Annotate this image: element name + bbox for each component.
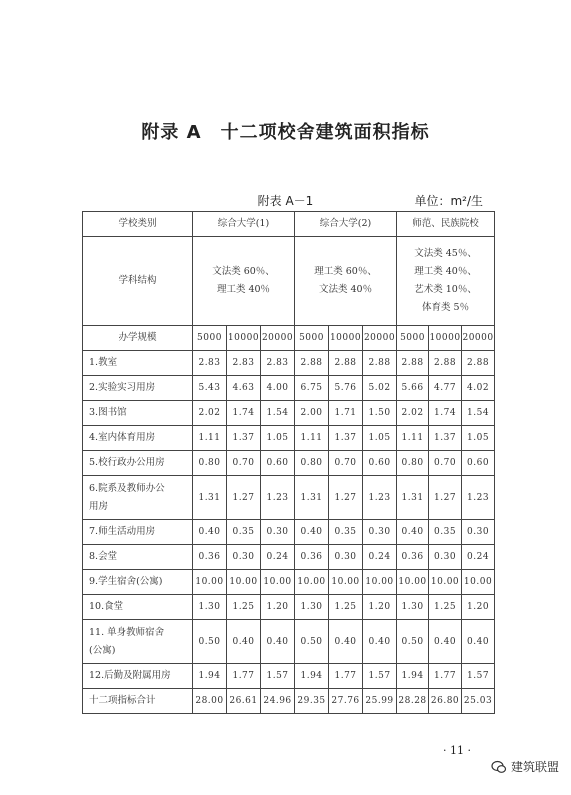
row-label-line: 10.食堂 — [89, 601, 124, 612]
value-cell: 0.70 — [227, 451, 261, 476]
header-school-type: 学校类别 — [83, 212, 193, 237]
value-cell: 0.40 — [295, 520, 329, 545]
scale-cell: 5000 — [295, 326, 329, 351]
value-cell: 1.31 — [295, 476, 329, 520]
value-cell: 28.00 — [193, 689, 227, 714]
row-label — [83, 401, 193, 426]
value-cell: 0.40 — [193, 520, 227, 545]
row-label-line: 3.图书馆 — [89, 407, 127, 418]
value-cell: 26.80 — [429, 689, 462, 714]
value-cell: 10.00 — [397, 570, 429, 595]
value-cell: 0.24 — [261, 545, 295, 570]
value-cell: 0.30 — [363, 520, 397, 545]
discipline-group-2 — [295, 237, 397, 326]
discipline-line: 理工类 60％、 — [314, 266, 377, 277]
value-cell: 2.88 — [329, 351, 363, 376]
value-cell: 1.71 — [329, 401, 363, 426]
unit-label: 单位：m²/生 — [414, 194, 483, 208]
value-cell: 0.80 — [295, 451, 329, 476]
value-cell: 1.11 — [295, 426, 329, 451]
row-label-line: 十二项指标合计 — [89, 695, 156, 706]
value-cell: 29.35 — [295, 689, 329, 714]
value-cell: 1.27 — [227, 476, 261, 520]
table-row — [83, 451, 495, 476]
value-cell: 1.94 — [295, 664, 329, 689]
value-cell: 1.27 — [429, 476, 462, 520]
discipline-group-3 — [397, 237, 495, 326]
value-cell: 1.11 — [193, 426, 227, 451]
value-cell: 1.74 — [227, 401, 261, 426]
value-cell: 1.37 — [329, 426, 363, 451]
row-label — [83, 351, 193, 376]
value-cell: 5.02 — [363, 376, 397, 401]
value-cell: 10.00 — [462, 570, 495, 595]
value-cell: 2.02 — [193, 401, 227, 426]
wechat-icon — [491, 759, 507, 775]
header-group-3: 师范、民族院校 — [397, 212, 495, 237]
value-cell: 2.88 — [462, 351, 495, 376]
row-label — [83, 476, 193, 520]
value-cell: 10.00 — [227, 570, 261, 595]
value-cell: 1.77 — [329, 664, 363, 689]
value-cell: 0.36 — [193, 545, 227, 570]
value-cell: 1.50 — [363, 401, 397, 426]
value-cell: 4.77 — [429, 376, 462, 401]
value-cell: 0.50 — [397, 620, 429, 664]
value-cell: 1.57 — [261, 664, 295, 689]
scale-cell: 5000 — [193, 326, 227, 351]
row-label-line: 7.师生活动用房 — [89, 526, 156, 537]
value-cell: 1.30 — [295, 595, 329, 620]
value-cell: 0.40 — [227, 620, 261, 664]
row-label-line: 9.学生宿舍(公寓) — [89, 576, 163, 587]
value-cell: 1.31 — [193, 476, 227, 520]
scale-cell: 5000 — [397, 326, 429, 351]
value-cell: 2.02 — [397, 401, 429, 426]
value-cell: 0.70 — [329, 451, 363, 476]
value-cell: 0.60 — [261, 451, 295, 476]
value-cell: 25.99 — [363, 689, 397, 714]
value-cell: 1.23 — [363, 476, 397, 520]
value-cell: 0.40 — [462, 620, 495, 664]
value-cell: 1.57 — [462, 664, 495, 689]
value-cell: 0.35 — [429, 520, 462, 545]
row-label — [83, 426, 193, 451]
value-cell: 1.05 — [462, 426, 495, 451]
value-cell: 2.88 — [295, 351, 329, 376]
table-row — [83, 520, 495, 545]
value-cell: 1.54 — [462, 401, 495, 426]
value-cell: 1.94 — [397, 664, 429, 689]
row-label-line: (公寓) — [89, 644, 116, 656]
table-row — [83, 376, 495, 401]
value-cell: 0.40 — [363, 620, 397, 664]
area-index-table — [82, 211, 495, 714]
value-cell: 0.30 — [227, 545, 261, 570]
scale-cell: 10000 — [227, 326, 261, 351]
value-cell: 2.88 — [397, 351, 429, 376]
value-cell: 1.31 — [397, 476, 429, 520]
value-cell: 0.36 — [295, 545, 329, 570]
value-cell: 0.40 — [261, 620, 295, 664]
value-cell: 1.37 — [227, 426, 261, 451]
value-cell: 26.61 — [227, 689, 261, 714]
value-cell: 1.20 — [261, 595, 295, 620]
row-label — [83, 545, 193, 570]
table-row — [83, 620, 495, 664]
value-cell: 2.83 — [227, 351, 261, 376]
value-cell: 1.23 — [261, 476, 295, 520]
watermark-text: 建筑联盟 — [510, 760, 559, 774]
row-label — [83, 451, 193, 476]
value-cell: 6.75 — [295, 376, 329, 401]
value-cell: 0.40 — [329, 620, 363, 664]
scale-cell: 10000 — [329, 326, 363, 351]
value-cell: 2.00 — [295, 401, 329, 426]
value-cell: 1.05 — [363, 426, 397, 451]
value-cell: 0.80 — [397, 451, 429, 476]
header-discipline-label: 学科结构 — [83, 237, 193, 326]
value-cell: 25.03 — [462, 689, 495, 714]
value-cell: 10.00 — [363, 570, 397, 595]
header-group-2: 综合大学(2) — [295, 212, 397, 237]
value-cell: 2.88 — [363, 351, 397, 376]
value-cell: 28.28 — [397, 689, 429, 714]
table-row — [83, 664, 495, 689]
row-label-line: 1.教室 — [89, 357, 118, 368]
value-cell: 1.30 — [193, 595, 227, 620]
value-cell: 4.00 — [261, 376, 295, 401]
value-cell: 5.76 — [329, 376, 363, 401]
value-cell: 1.57 — [363, 664, 397, 689]
value-cell: 0.70 — [429, 451, 462, 476]
value-cell: 1.25 — [429, 595, 462, 620]
discipline-line: 文法类 60％、 — [212, 266, 275, 277]
row-label — [83, 689, 193, 714]
page-title: 附录 A 十二项校舍建筑面积指标 — [141, 122, 430, 143]
value-cell: 10.00 — [261, 570, 295, 595]
table-row — [83, 689, 495, 714]
header-group-1: 综合大学(1) — [193, 212, 295, 237]
value-cell: 0.40 — [429, 620, 462, 664]
table-row — [83, 476, 495, 520]
value-cell: 1.20 — [462, 595, 495, 620]
value-cell: 1.94 — [193, 664, 227, 689]
discipline-line: 理工类 40％ — [216, 284, 271, 295]
row-label-line: 12.后勤及附属用房 — [89, 670, 171, 681]
value-cell: 1.05 — [261, 426, 295, 451]
table-row — [83, 426, 495, 451]
value-cell: 1.54 — [261, 401, 295, 426]
value-cell: 1.77 — [227, 664, 261, 689]
value-cell: 0.35 — [227, 520, 261, 545]
value-cell: 5.66 — [397, 376, 429, 401]
discipline-line: 体育类 5％ — [422, 302, 470, 313]
value-cell: 0.50 — [295, 620, 329, 664]
row-label-line: 4.室内体育用房 — [89, 432, 156, 443]
row-label-line: 11. 单身教师宿舍 — [89, 626, 165, 638]
value-cell: 4.63 — [227, 376, 261, 401]
value-cell: 2.83 — [193, 351, 227, 376]
value-cell: 1.25 — [329, 595, 363, 620]
row-label-line: 6.院系及教师办公 — [89, 482, 165, 494]
value-cell: 0.30 — [261, 520, 295, 545]
value-cell: 10.00 — [295, 570, 329, 595]
value-cell: 24.96 — [261, 689, 295, 714]
value-cell: 27.76 — [329, 689, 363, 714]
row-label-line: 8.会堂 — [89, 551, 118, 562]
value-cell: 1.11 — [397, 426, 429, 451]
row-label — [83, 376, 193, 401]
scale-cell: 20000 — [261, 326, 295, 351]
value-cell: 5.43 — [193, 376, 227, 401]
value-cell: 1.27 — [329, 476, 363, 520]
value-cell: 2.83 — [261, 351, 295, 376]
discipline-line: 文法类 40％ — [318, 284, 373, 295]
watermark — [491, 758, 559, 775]
value-cell: 1.77 — [429, 664, 462, 689]
value-cell: 0.60 — [462, 451, 495, 476]
discipline-line: 文法类 45％、 — [414, 248, 477, 259]
discipline-line: 艺术类 10％、 — [414, 284, 477, 295]
value-cell: 0.60 — [363, 451, 397, 476]
scale-cell: 10000 — [429, 326, 462, 351]
value-cell: 10.00 — [329, 570, 363, 595]
value-cell: 0.35 — [329, 520, 363, 545]
page-number: · 11 · — [443, 744, 471, 757]
row-label — [83, 520, 193, 545]
value-cell: 0.30 — [329, 545, 363, 570]
value-cell: 0.30 — [462, 520, 495, 545]
value-cell: 1.20 — [363, 595, 397, 620]
table-row — [83, 401, 495, 426]
value-cell: 0.36 — [397, 545, 429, 570]
discipline-line: 理工类 40％、 — [414, 266, 477, 277]
header-scale-label: 办学规模 — [83, 326, 193, 351]
scale-cell: 20000 — [462, 326, 495, 351]
value-cell: 0.24 — [462, 545, 495, 570]
value-cell: 1.37 — [429, 426, 462, 451]
value-cell: 0.24 — [363, 545, 397, 570]
table-row — [83, 545, 495, 570]
value-cell: 4.02 — [462, 376, 495, 401]
table-caption: 附表 A－1 — [257, 194, 314, 208]
value-cell: 1.74 — [429, 401, 462, 426]
value-cell: 0.30 — [429, 545, 462, 570]
table-row — [83, 570, 495, 595]
row-label — [83, 664, 193, 689]
row-label — [83, 595, 193, 620]
value-cell: 0.40 — [397, 520, 429, 545]
row-label-line: 5.校行政办公用房 — [89, 457, 165, 468]
scale-cell: 20000 — [363, 326, 397, 351]
value-cell: 0.50 — [193, 620, 227, 664]
value-cell: 1.30 — [397, 595, 429, 620]
table-row — [83, 595, 495, 620]
row-label-line: 用房 — [89, 500, 109, 512]
table-row — [83, 351, 495, 376]
discipline-group-1 — [193, 237, 295, 326]
value-cell: 10.00 — [429, 570, 462, 595]
value-cell: 1.23 — [462, 476, 495, 520]
row-label — [83, 570, 193, 595]
row-label-line: 2.实验实习用房 — [89, 382, 156, 393]
value-cell: 0.80 — [193, 451, 227, 476]
value-cell: 10.00 — [193, 570, 227, 595]
value-cell: 1.25 — [227, 595, 261, 620]
value-cell: 2.88 — [429, 351, 462, 376]
row-label — [83, 620, 193, 664]
